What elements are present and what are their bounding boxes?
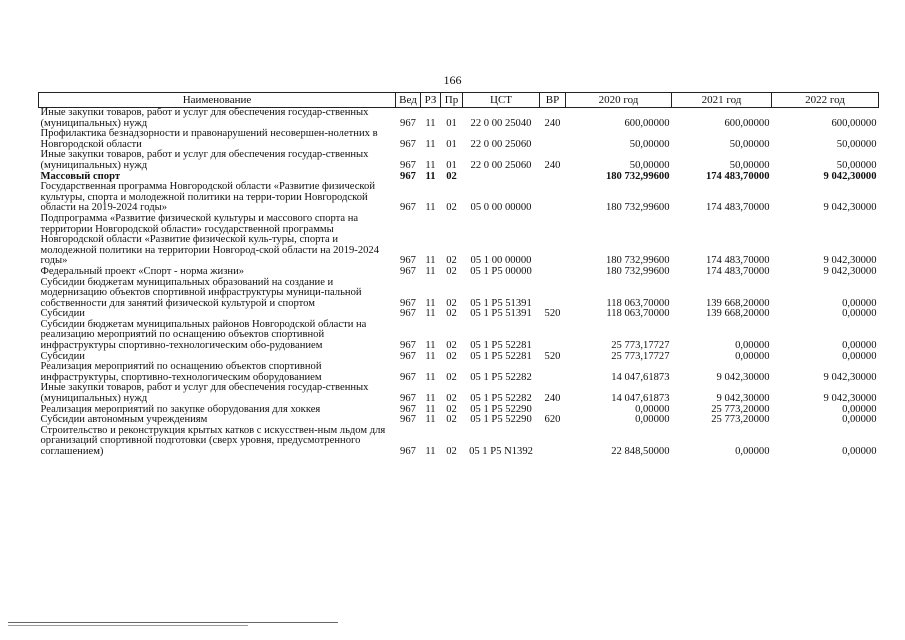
cell-name: Подпрограмма «Развитие физической культуры и массового спорта на территории Новгородской области» государственной программы Новгородской области «Развитие физической куль-туры, спорта и молодежной политики на территории Новгород-ской области на 2019-2024 годы» — [40, 212, 380, 267]
col-header-cst: ЦСТ — [463, 93, 540, 108]
col-header-2022: 2022 год — [772, 93, 879, 108]
cell-cst: 05 0 00 00000 — [470, 202, 532, 214]
cell-y2020: 180 732,99600 — [605, 170, 670, 182]
cell-pr: 02 — [446, 202, 457, 214]
cell-cst — [463, 172, 540, 183]
cell-y2020: 118 063,70000 — [606, 308, 670, 320]
cell-name: Иные закупки товаров, работ и услуг для обеспечения государ-ственных (муниципальных) нужд — [40, 382, 369, 405]
cell-pr: 02 — [446, 265, 457, 277]
cell-y2022: 0,00000 — [842, 308, 877, 320]
cell-rz: 11 — [425, 202, 436, 214]
cell-name: Строительство и реконструкция крытых катков с искусствен-ным льдом для организаций спортивной подготовки (сверх уровня, предусмотренного соглашением) — [40, 424, 386, 457]
cell-ved: 967 — [400, 371, 416, 383]
cell-ved: 967 — [400, 308, 416, 320]
cell-name: Профилактика безнадзорности и правонарушений несовершен-нолетних в Новгородской области — [40, 128, 378, 150]
cell-y2020: 180 732,99600 — [605, 265, 670, 277]
page-number: 166 — [443, 73, 462, 87]
cell-cst: 22 0 00 25060 — [470, 138, 532, 150]
cell-name: Субсидии бюджетам муниципальных районов Новгородской области на реализацию мероприятий по оснащению объектов спортивной инфраструктуры спортивно-технологическим обо-рудованием — [40, 318, 367, 352]
cell-vr: 520 — [544, 350, 561, 362]
cell-ved: 967 — [400, 255, 416, 267]
cell-pr: 02 — [446, 340, 457, 352]
cell-vr — [540, 320, 566, 352]
cell-y2021: 174 483,70000 — [705, 255, 770, 267]
cell-cst: 05 1 P5 52282 — [470, 371, 532, 383]
cell-pr: 02 — [446, 371, 457, 383]
cell-vr — [540, 172, 566, 183]
cell-rz: 11 — [425, 446, 436, 457]
col-header-vr: ВР — [540, 93, 566, 108]
cell-y2021: 0,00000 — [735, 446, 770, 457]
cell-y2022: 9 042,30000 — [823, 255, 877, 267]
cell-name: Массовый спорт — [40, 170, 121, 182]
cell-rz: 11 — [425, 403, 436, 415]
cell-ved: 967 — [400, 393, 416, 405]
cell-name: Государственная программа Новгородской области «Развитие физической культуры, спорта и молодежной политики на терри-тории Новгородской области на 2019-2024 годы» — [40, 181, 376, 214]
cell-rz: 11 — [425, 117, 436, 129]
cell-y2022: 9 042,30000 — [823, 393, 877, 405]
cell-rz: 11 — [425, 265, 436, 277]
cell-y2021: 50,00000 — [729, 138, 770, 150]
cell-y2022: 9 042,30000 — [823, 202, 877, 214]
cell-y2022: 0,00000 — [842, 403, 877, 415]
cell-name: Федеральный проект «Спорт - норма жизни» — [40, 265, 245, 277]
col-header-pr: Пр — [441, 93, 463, 108]
table-row — [39, 108, 879, 130]
cell-pr: 02 — [446, 403, 457, 415]
cell-y2020: 25 773,17727 — [611, 340, 670, 352]
cell-vr — [540, 278, 566, 310]
cell-vr — [540, 214, 566, 267]
cell-name: Реализация мероприятий по оснащению объектов спортивной инфраструктуры, спортивно-технологическим оборудованием — [40, 361, 322, 383]
cell-ved: 967 — [400, 446, 416, 457]
cell-y2020: 25 773,17727 — [611, 350, 670, 362]
cell-y2020: 180 732,99600 — [605, 202, 670, 214]
cell-vr — [540, 267, 566, 278]
cell-ved: 967 — [400, 265, 416, 277]
cell-cst: 05 1 00 00000 — [470, 255, 532, 267]
cell-name: Субсидии — [40, 350, 85, 362]
cell-rz: 11 — [425, 170, 436, 182]
cell-vr: 520 — [544, 308, 561, 320]
cell-cst: 05 1 P5 52281 — [470, 350, 532, 362]
cell-y2020: 0,00000 — [635, 403, 670, 415]
cell-pr: 02 — [446, 393, 457, 405]
cell-y2021: 9 042,30000 — [716, 393, 770, 405]
table-row — [39, 214, 879, 267]
cell-y2020: 50,00000 — [629, 138, 670, 150]
cell-y2020: 14 047,61873 — [611, 371, 670, 383]
cell-ved: 967 — [400, 117, 416, 129]
col-header-ved: Вед — [396, 93, 421, 108]
col-header-rz: РЗ — [421, 93, 441, 108]
table-header-row — [39, 93, 879, 108]
cell-ved: 967 — [400, 403, 416, 415]
cell-cst: 05 1 P5 N1392 — [469, 446, 533, 457]
col-header-2020: 2020 год — [566, 93, 672, 108]
budget-table — [38, 92, 879, 458]
cell-y2022: 0,00000 — [842, 350, 877, 362]
cell-rz: 11 — [425, 255, 436, 267]
cell-pr: 01 — [446, 117, 457, 129]
cell-rz: 11 — [425, 340, 436, 352]
cell-y2020: 14 047,61873 — [611, 393, 670, 405]
cell-ved: 967 — [400, 202, 416, 214]
cell-y2022: 9 042,30000 — [823, 371, 877, 383]
cell-ved: 967 — [400, 138, 416, 150]
cell-y2021: 0,00000 — [735, 350, 770, 362]
cell-name: Субсидии автономным учреждениям — [40, 414, 208, 426]
cell-vr — [540, 182, 566, 214]
table-row — [39, 267, 879, 278]
cell-y2020: 118 063,70000 — [606, 297, 670, 309]
table-row — [39, 278, 879, 310]
cell-vr: 620 — [544, 414, 561, 426]
table-row — [39, 320, 879, 352]
cell-y2021: 139 668,20000 — [705, 308, 770, 320]
cell-rz: 11 — [425, 308, 436, 320]
footer-rule-secondary — [8, 625, 248, 626]
cell-y2022: 9 042,30000 — [823, 170, 877, 182]
cell-cst: 05 1 P5 52290 — [470, 414, 532, 426]
cell-rz: 11 — [425, 371, 436, 383]
cell-ved: 967 — [400, 414, 416, 426]
table-body — [39, 108, 879, 458]
table-row — [39, 383, 879, 404]
cell-pr: 02 — [446, 446, 457, 457]
cell-ved: 967 — [400, 350, 416, 362]
cell-y2022: 0,00000 — [842, 414, 877, 426]
cell-vr: 240 — [544, 159, 561, 171]
table-row — [39, 426, 879, 458]
cell-rz: 11 — [425, 350, 436, 362]
cell-pr: 01 — [446, 159, 457, 171]
cell-cst: 22 0 00 25040 — [470, 117, 532, 129]
cell-y2020: 0,00000 — [635, 414, 670, 426]
cell-cst: 05 1 P5 52281 — [470, 340, 532, 352]
cell-cst: 22 0 00 25060 — [470, 159, 532, 171]
table-row — [39, 150, 879, 171]
cell-cst: 05 1 P5 51391 — [470, 308, 532, 320]
cell-y2020: 22 848,50000 — [611, 446, 670, 457]
cell-vr — [540, 426, 566, 458]
cell-pr: 02 — [446, 350, 457, 362]
cell-y2022: 0,00000 — [842, 340, 877, 352]
cell-name: Субсидии бюджетам муниципальных образований на создание и модернизацию объектов спортивной инфраструктуры муници-пальной собственности для занятий физической культурой и спортом — [40, 276, 362, 309]
col-header-name: Наименование — [39, 93, 396, 108]
cell-y2021: 25 773,20000 — [711, 403, 770, 415]
cell-vr — [540, 129, 566, 150]
cell-pr: 02 — [446, 414, 457, 426]
cell-vr: 240 — [544, 393, 561, 405]
cell-rz: 11 — [425, 393, 436, 405]
cell-y2021: 50,00000 — [729, 159, 770, 171]
cell-pr: 02 — [446, 297, 457, 309]
cell-pr: 02 — [446, 170, 457, 182]
table-row — [39, 129, 879, 150]
cell-name: Субсидии — [40, 308, 85, 320]
cell-vr: 240 — [544, 117, 561, 129]
cell-y2022: 0,00000 — [842, 297, 877, 309]
cell-y2022: 50,00000 — [836, 159, 877, 171]
cell-vr — [540, 362, 566, 383]
table-row — [39, 182, 879, 214]
cell-rz: 11 — [425, 138, 436, 150]
cell-name: Иные закупки товаров, работ и услуг для обеспечения государ-ственных (муниципальных) нужд — [40, 149, 369, 171]
cell-ved: 967 — [400, 340, 416, 352]
cell-y2021: 174 483,70000 — [705, 170, 770, 182]
cell-y2021: 174 483,70000 — [705, 265, 770, 277]
cell-cst: 05 1 P5 00000 — [470, 265, 532, 277]
cell-y2021: 139 668,20000 — [705, 297, 770, 309]
cell-cst: 05 1 P5 52290 — [470, 403, 532, 415]
cell-y2021: 0,00000 — [735, 340, 770, 352]
table-row — [39, 362, 879, 383]
cell-name: Реализация мероприятий по закупке оборудования для хоккея — [40, 403, 321, 415]
cell-pr: 02 — [446, 308, 457, 320]
cell-ved: 967 — [400, 297, 416, 309]
cell-pr: 01 — [446, 138, 457, 150]
cell-rz: 11 — [425, 297, 436, 309]
col-header-2021: 2021 год — [672, 93, 772, 108]
cell-y2021: 174 483,70000 — [705, 202, 770, 214]
cell-ved: 967 — [400, 159, 416, 171]
cell-y2020: 180 732,99600 — [605, 255, 670, 267]
cell-ved: 967 — [400, 170, 416, 182]
cell-y2020: 50,00000 — [629, 159, 670, 171]
cell-rz: 11 — [425, 414, 436, 426]
cell-y2022: 0,00000 — [842, 446, 877, 457]
cell-y2021: 600,00000 — [724, 117, 770, 129]
cell-name: Иные закупки товаров, работ и услуг для обеспечения государ-ственных (муниципальных) нужд — [40, 107, 369, 129]
cell-cst: 05 1 P5 52282 — [470, 393, 532, 405]
footer-rule — [8, 622, 338, 623]
cell-y2020: 600,00000 — [624, 117, 670, 129]
cell-pr: 02 — [446, 255, 457, 267]
cell-y2021: 25 773,20000 — [711, 414, 770, 426]
cell-y2022: 600,00000 — [831, 117, 877, 129]
cell-y2022: 9 042,30000 — [823, 265, 877, 277]
cell-y2022: 50,00000 — [836, 138, 877, 150]
cell-rz: 11 — [425, 159, 436, 171]
cell-cst: 05 1 P5 51391 — [470, 297, 532, 309]
cell-y2021: 9 042,30000 — [716, 371, 770, 383]
